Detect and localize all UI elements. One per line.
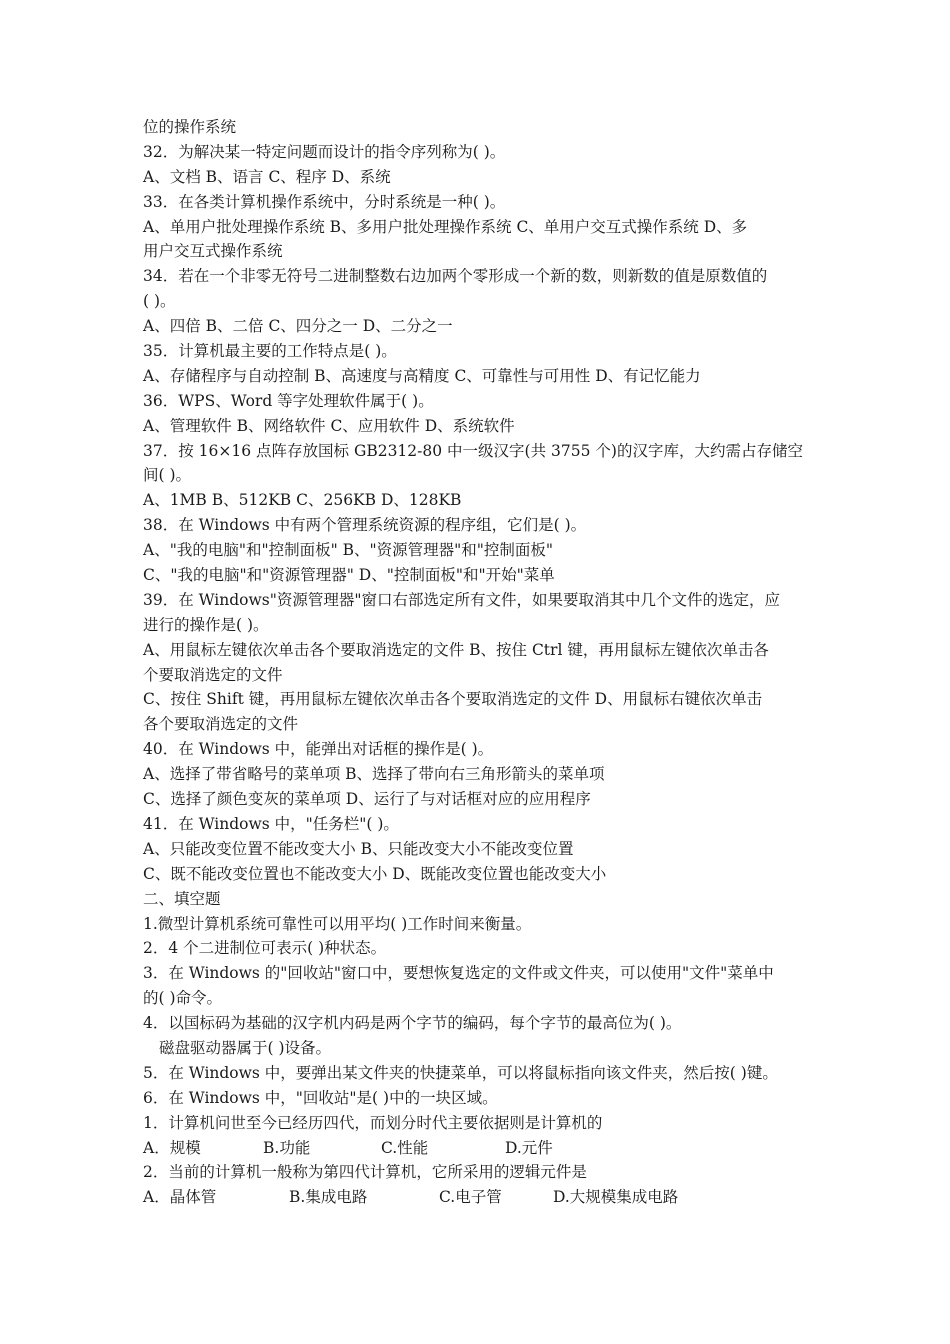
section-heading: 二、填空题 [143,889,221,908]
question-41-options-ab: A、只能改变位置不能改变大小 B、只能改变大小不能改变位置 [143,839,574,858]
choice-question-2: 2．当前的计算机一般称为第四代计算机，它所采用的逻辑元件是 [143,1163,587,1182]
option-b: B.集成电路 [289,1188,368,1207]
question-35: 35．计算机最主要的工作特点是( )。 [143,342,397,361]
option-c: C.性能 [381,1138,429,1157]
question-39-options-ab-cont: 个要取消选定的文件 [143,665,283,684]
choice-question-2-options [143,1185,811,1210]
question-37: 37．按 16×16 点阵存放国标 GB2312-80 中一级汉字(共 3755 个)的汉字库，大约需占存储空 [143,441,803,460]
fill-question-5: 5．在 Windows 中，要弹出某文件夹的快捷菜单，可以将鼠标指向该文件夹，然后按( )键。 [143,1063,778,1082]
fill-question-4: 4．以国标码为基础的汉字机内码是两个字节的编码，每个字节的最高位为( )。 [143,1014,682,1033]
question-33-options: A、单用户批处理操作系统 B、多用户批处理操作系统 C、单用户交互式操作系统 D、多 [143,217,748,236]
question-33-options-cont: 用户交互式操作系统 [143,242,283,261]
question-40: 40．在 Windows 中，能弹出对话框的操作是( )。 [143,740,494,759]
fill-question-1: 1.微型计算机系统可靠性可以用平均( )工作时间来衡量。 [143,914,532,933]
question-39-cont: 进行的操作是( )。 [143,615,269,634]
question-38: 38．在 Windows 中有两个管理系统资源的程序组，它们是( )。 [143,516,587,535]
question-36: 36．WPS、Word 等字处理软件属于( )。 [143,391,434,410]
document-body [143,115,811,1210]
question-40-options-ab: A、选择了带省略号的菜单项 B、选择了带向右三角形箭头的菜单项 [143,765,605,784]
question-34-cont: ( )。 [143,292,176,311]
question-38-options-ab: A、"我的电脑"和"控制面板" B、"资源管理器"和"控制面板" [143,541,554,560]
fill-question-3: 3．在 Windows 的"回收站"窗口中，要想恢复选定的文件或文件夹，可以使用"文件"菜单中 [143,964,774,983]
fill-question-3-cont: 的( )命令。 [143,989,223,1008]
question-37-options: A、1MB B、512KB C、256KB D、128KB [143,491,462,510]
option-b: B.功能 [263,1138,311,1157]
option-a: A．规模 [143,1138,201,1157]
fill-question-indented: 磁盘驱动器属于( )设备。 [159,1038,332,1057]
option-c: C.电子管 [439,1188,502,1207]
option-a: A．晶体管 [143,1188,217,1207]
question-41-options-cd: C、既不能改变位置也不能改变大小 D、既能改变位置也能改变大小 [143,864,607,883]
question-39: 39．在 Windows"资源管理器"窗口右部选定所有文件，如果要取消其中几个文件的选定，应 [143,590,780,609]
question-34-options: A、四倍 B、二倍 C、四分之一 D、二分之一 [143,317,453,336]
question-32: 32．为解决某一特定问题而设计的指令序列称为( )。 [143,142,506,161]
text-line: 位的操作系统 [143,118,237,136]
question-38-options-cd: C、"我的电脑"和"资源管理器" D、"控制面板"和"开始"菜单 [143,566,555,585]
question-39-options-cd-cont: 各个要取消选定的文件 [143,715,299,734]
fill-question-2: 2．4 个二进制位可表示( )种状态。 [143,939,387,958]
option-d: D.元件 [505,1138,553,1157]
question-36-options: A、管理软件 B、网络软件 C、应用软件 D、系统软件 [143,416,515,435]
question-37-cont: 间( )。 [143,466,192,485]
question-35-options: A、存储程序与自动控制 B、高速度与高精度 C、可靠性与可用性 D、有记忆能力 [143,366,701,385]
choice-question-1: 1．计算机问世至今已经历四代，而划分时代主要依据则是计算机的 [143,1113,603,1132]
fill-question-6: 6．在 Windows 中，"回收站"是( )中的一块区域。 [143,1088,498,1107]
question-39-options-ab: A、用鼠标左键依次单击各个要取消选定的文件 B、按住 Ctrl 键，再用鼠标左键依次单击各 [143,640,769,659]
question-39-options-cd: C、按住 Shift 键，再用鼠标左键依次单击各个要取消选定的文件 D、用鼠标右键依次单击 [143,690,763,709]
choice-question-1-options [143,1136,811,1161]
question-40-options-cd: C、选择了颜色变灰的菜单项 D、运行了与对话框对应的应用程序 [143,790,591,809]
question-32-options: A、文档 B、语言 C、程序 D、系统 [143,167,391,186]
option-d: D.大规模集成电路 [553,1188,679,1207]
question-41: 41．在 Windows 中，"任务栏"( )。 [143,814,399,833]
question-33: 33．在各类计算机操作系统中，分时系统是一种( )。 [143,192,506,211]
question-34: 34．若在一个非零无符号二进制整数右边加两个零形成一个新的数，则新数的值是原数值的 [143,267,768,286]
